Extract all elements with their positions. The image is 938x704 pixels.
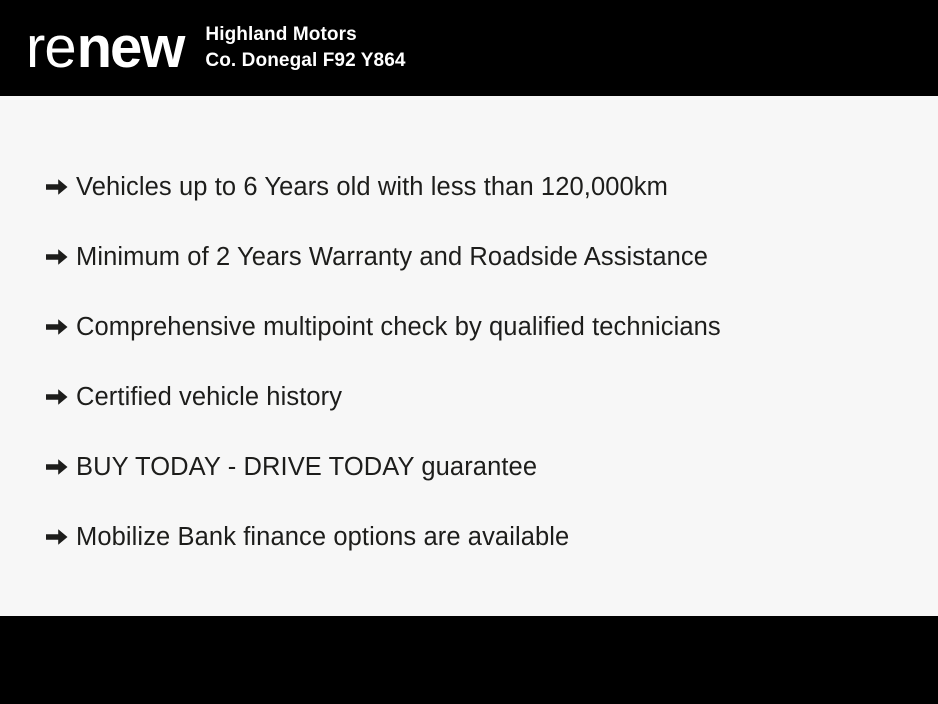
- arrow-right-icon: [46, 458, 76, 476]
- list-item: [46, 362, 938, 432]
- renew-logo: [26, 15, 184, 80]
- feature-text: BUY TODAY - DRIVE TODAY guarantee: [76, 452, 538, 481]
- arrow-right-icon: [46, 178, 76, 196]
- dealer-address: Co. Donegal F92 Y864: [205, 50, 406, 71]
- feature-text: Vehicles up to 6 Years old with less than 120,000km: [76, 172, 668, 201]
- arrow-right-icon: [46, 248, 76, 266]
- list-item: [46, 432, 938, 502]
- arrow-right-icon: [46, 388, 76, 406]
- arrow-right-icon: [46, 528, 76, 546]
- logo-text-new: new: [76, 15, 184, 80]
- footer-bar: [0, 616, 938, 704]
- feature-text: Certified vehicle history: [76, 382, 343, 411]
- feature-text: Comprehensive multipoint check by qualified technicians: [76, 312, 721, 341]
- dealer-name: Highland Motors: [205, 24, 357, 45]
- list-item: [46, 222, 938, 292]
- feature-text: Minimum of 2 Years Warranty and Roadside Assistance: [76, 242, 709, 271]
- list-item: [46, 502, 938, 572]
- dealer-info: [205, 24, 405, 72]
- logo-text-re: re: [26, 15, 76, 80]
- arrow-right-icon: [46, 318, 76, 336]
- feature-text: Mobilize Bank finance options are available: [76, 522, 570, 551]
- features-panel: [0, 96, 938, 616]
- page-header: [0, 0, 938, 96]
- feature-list: [0, 152, 938, 572]
- list-item: [46, 292, 938, 362]
- list-item: [46, 152, 938, 222]
